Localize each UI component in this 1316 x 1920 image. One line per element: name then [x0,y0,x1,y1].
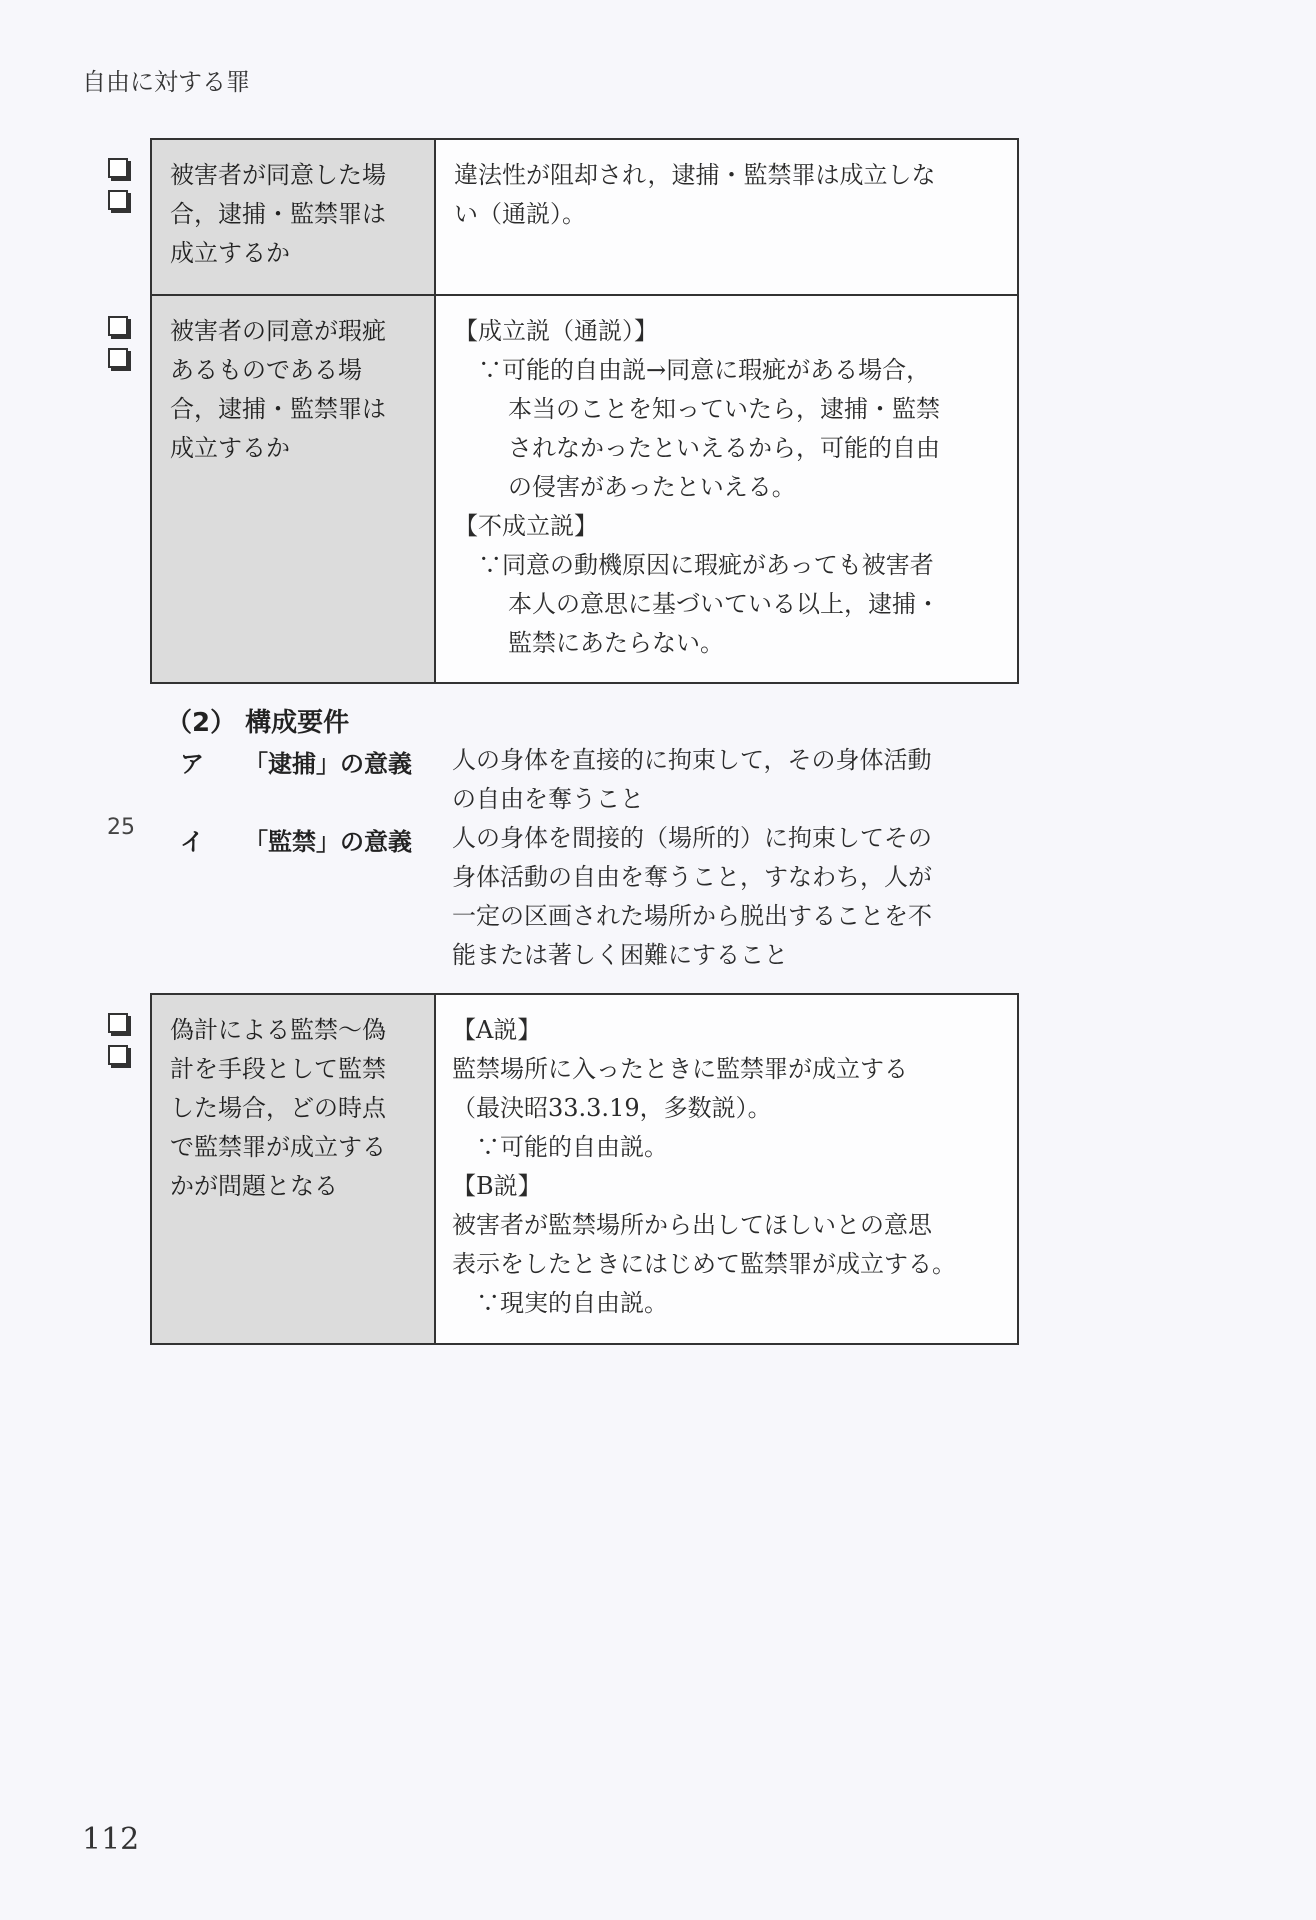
answer-line: 監禁にあたらない。 [508,629,724,657]
answer-line: 表示をしたときにはじめて監禁罪が成立する。 [452,1250,956,1278]
answer-line: 【成立説（通説）】 [454,317,658,345]
definition-term [180,822,412,857]
answer-line: の侵害があったといえる。 [508,473,796,501]
review-checkbox[interactable] [108,190,128,210]
review-checkbox[interactable] [108,1013,128,1033]
answer-cell [436,140,1017,294]
answer-line: 被害者が監禁場所から出してほしいとの意思 [452,1211,932,1239]
qa-table-defective-consent [150,294,1019,684]
answer-line: ∵同意の動機原因に瑕疵があっても被害者 [478,551,934,579]
running-head: 自由に対する罪 [82,68,250,96]
answer-line: 【B説】 [452,1172,542,1200]
answer-line: 本当のことを知っていたら，逮捕・監禁 [508,395,940,423]
section-heading: （2） 構成要件 [166,708,350,738]
definition-term [180,744,412,779]
question-cell: 被害者が同意した場 合，逮捕・監禁罪は 成立するか [152,140,436,294]
answer-line: 監禁場所に入ったときに監禁罪が成立する [452,1055,908,1083]
answer-line: ∵可能的自由説。 [476,1133,668,1161]
answer-line: ∵現実的自由説。 [476,1289,668,1317]
definition-term-label: 「監禁」の意義 [244,828,412,856]
line-number: 25 [107,815,135,840]
definition-term-label: 「逮捕」の意義 [244,750,412,778]
question-cell: 被害者の同意が瑕疵 あるものである場 合，逮捕・監禁罪は 成立するか [152,296,436,682]
answer-line: 違法性が阻却され，逮捕・監禁罪は成立しな [454,161,936,189]
qa-table-deception-confinement [150,993,1019,1345]
definition-text: 人の身体を直接的に拘束して，その身体活動 の自由を奪うこと [452,746,932,813]
definition-mark: ア [180,750,204,778]
answer-line: 本人の意思に基づいている以上，逮捕・ [508,590,940,618]
answer-line: （最決昭33.3.19，多数説）。 [452,1094,772,1122]
definition-text: 人の身体を間接的（場所的）に拘束してその 身体活動の自由を奪うこと，すなわち，人が 一定の区画された場所から脱出することを不 能または著しく困難にすること [452,824,932,969]
review-checkbox[interactable] [108,1045,128,1065]
question-cell: 偽計による監禁～偽 計を手段として監禁 した場合，どの時点 で監禁罪が成立する かが問題となる [152,995,436,1343]
review-checkbox[interactable] [108,348,128,368]
answer-line: い（通説）。 [454,200,586,228]
page-number: 112 [82,1822,140,1857]
qa-table-consent [150,138,1019,296]
answer-line: されなかったといえるから，可能的自由 [508,434,940,462]
definition-mark: イ [180,828,204,856]
review-checkbox[interactable] [108,316,128,336]
answer-line: ∵可能的自由説→同意に瑕疵がある場合， [478,356,931,384]
answer-cell [436,995,1017,1343]
answer-line: 【不成立説】 [454,512,598,540]
review-checkbox[interactable] [108,158,128,178]
answer-line: 【A説】 [452,1016,542,1044]
answer-cell [436,296,1017,682]
